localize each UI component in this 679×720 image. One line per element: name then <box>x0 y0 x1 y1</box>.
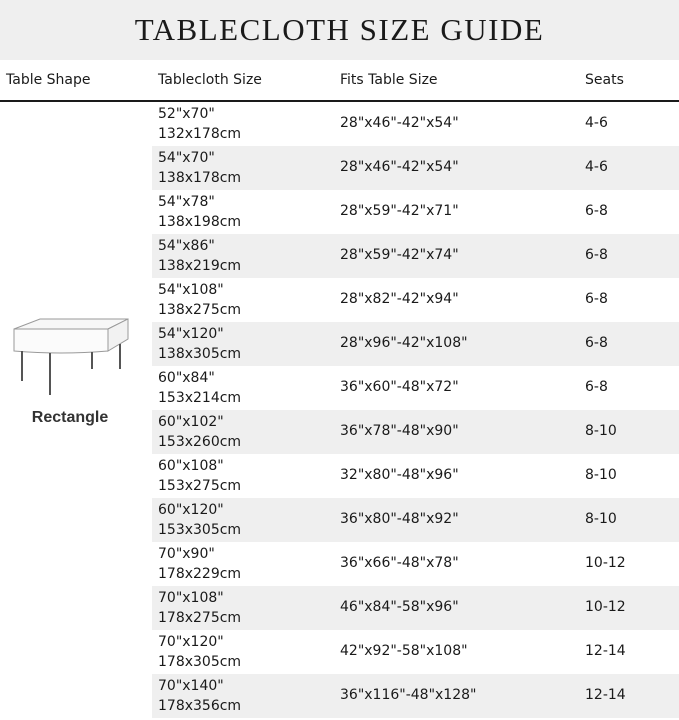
size-inches: 70"x108" <box>158 590 224 606</box>
seats-cell: 6-8 <box>585 291 608 307</box>
tablecloth-size-cell <box>158 588 241 628</box>
header-seats: Seats <box>585 72 624 88</box>
shape-column <box>0 102 150 720</box>
header-tablecloth-size: Tablecloth Size <box>158 72 262 88</box>
title-bar <box>0 0 679 60</box>
seats-cell: 6-8 <box>585 247 608 263</box>
fits-table-size-cell: 42"x92"-58"x108" <box>340 643 468 659</box>
table-header <box>0 60 679 102</box>
tablecloth-size-cell <box>158 192 241 232</box>
size-cm: 178x305cm <box>158 654 242 670</box>
size-cm: 132x178cm <box>158 126 242 142</box>
size-inches: 60"x102" <box>158 414 224 430</box>
table-row <box>152 586 679 630</box>
fits-table-size-cell: 46"x84"-58"x96" <box>340 599 459 615</box>
tablecloth-size-cell <box>158 236 241 276</box>
seats-cell: 4-6 <box>585 159 608 175</box>
header-table-shape: Table Shape <box>6 72 91 88</box>
table-row <box>152 498 679 542</box>
seats-cell: 8-10 <box>585 467 617 483</box>
page-title: TABLECLOTH SIZE GUIDE <box>134 12 545 47</box>
size-cm: 138x198cm <box>158 214 242 230</box>
tablecloth-size-cell <box>158 412 241 452</box>
size-inches: 54"x70" <box>158 150 215 166</box>
size-cm: 153x305cm <box>158 522 242 538</box>
fits-table-size-cell: 28"x96"-42"x108" <box>340 335 468 351</box>
tablecloth-size-cell <box>158 104 241 144</box>
seats-cell: 10-12 <box>585 555 626 571</box>
table-row <box>152 542 679 586</box>
header-fits-table-size: Fits Table Size <box>340 72 438 88</box>
shape-label: Rectangle <box>31 409 109 426</box>
tablecloth-size-cell <box>158 148 241 188</box>
size-cm: 178x229cm <box>158 566 242 582</box>
tablecloth-size-cell <box>158 324 241 364</box>
fits-table-size-cell: 28"x46"-42"x54" <box>340 115 459 131</box>
tablecloth-size-cell <box>158 456 241 496</box>
table-row <box>152 366 679 410</box>
size-cm: 138x305cm <box>158 346 242 362</box>
size-cm: 153x260cm <box>158 434 242 450</box>
seats-cell: 8-10 <box>585 423 617 439</box>
seats-cell: 6-8 <box>585 335 608 351</box>
table-row <box>152 322 679 366</box>
table-row <box>152 410 679 454</box>
seats-cell: 10-12 <box>585 599 626 615</box>
table-row <box>152 630 679 674</box>
table-row <box>152 674 679 718</box>
size-inches: 52"x70" <box>158 106 215 122</box>
table-row <box>152 146 679 190</box>
size-cm: 138x219cm <box>158 258 242 274</box>
size-inches: 54"x108" <box>158 282 224 298</box>
tablecloth-size-cell <box>158 632 241 672</box>
tablecloth-size-cell <box>158 280 241 320</box>
size-inches: 70"x90" <box>158 546 215 562</box>
size-cm: 153x214cm <box>158 390 242 406</box>
tablecloth-size-cell <box>158 676 241 716</box>
size-inches: 60"x120" <box>158 502 224 518</box>
fits-table-size-cell: 36"x116"-48"x128" <box>340 687 477 703</box>
fits-table-size-cell: 36"x78"-48"x90" <box>340 423 459 439</box>
fits-table-size-cell: 32"x80"-48"x96" <box>340 467 459 483</box>
seats-cell: 4-6 <box>585 115 608 131</box>
size-cm: 178x356cm <box>158 698 242 714</box>
seats-cell: 8-10 <box>585 511 617 527</box>
fits-table-size-cell: 36"x60"-48"x72" <box>340 379 459 395</box>
table-row <box>152 278 679 322</box>
table-row <box>152 234 679 278</box>
seats-cell: 12-14 <box>585 643 626 659</box>
size-inches: 60"x108" <box>158 458 224 474</box>
size-cm: 138x275cm <box>158 302 242 318</box>
size-inches: 54"x120" <box>158 326 224 342</box>
table-row <box>152 190 679 234</box>
size-cm: 178x275cm <box>158 610 242 626</box>
fits-table-size-cell: 36"x80"-48"x92" <box>340 511 459 527</box>
fits-table-size-cell: 28"x59"-42"x71" <box>340 203 459 219</box>
tablecloth-size-cell <box>158 500 241 540</box>
size-cm: 138x178cm <box>158 170 242 186</box>
fits-table-size-cell: 36"x66"-48"x78" <box>340 555 459 571</box>
table-row <box>152 102 679 146</box>
seats-cell: 6-8 <box>585 203 608 219</box>
size-inches: 70"x140" <box>158 678 224 694</box>
size-inches: 70"x120" <box>158 634 224 650</box>
seats-cell: 12-14 <box>585 687 626 703</box>
seats-cell: 6-8 <box>585 379 608 395</box>
size-cm: 153x275cm <box>158 478 242 494</box>
rectangle-table-icon <box>12 317 130 397</box>
size-inches: 54"x86" <box>158 238 215 254</box>
size-table-body <box>152 102 679 718</box>
tablecloth-size-cell <box>158 544 241 584</box>
table-row <box>152 454 679 498</box>
size-inches: 60"x84" <box>158 370 215 386</box>
fits-table-size-cell: 28"x59"-42"x74" <box>340 247 459 263</box>
fits-table-size-cell: 28"x46"-42"x54" <box>340 159 459 175</box>
tablecloth-size-cell <box>158 368 241 408</box>
size-inches: 54"x78" <box>158 194 215 210</box>
fits-table-size-cell: 28"x82"-42"x94" <box>340 291 459 307</box>
